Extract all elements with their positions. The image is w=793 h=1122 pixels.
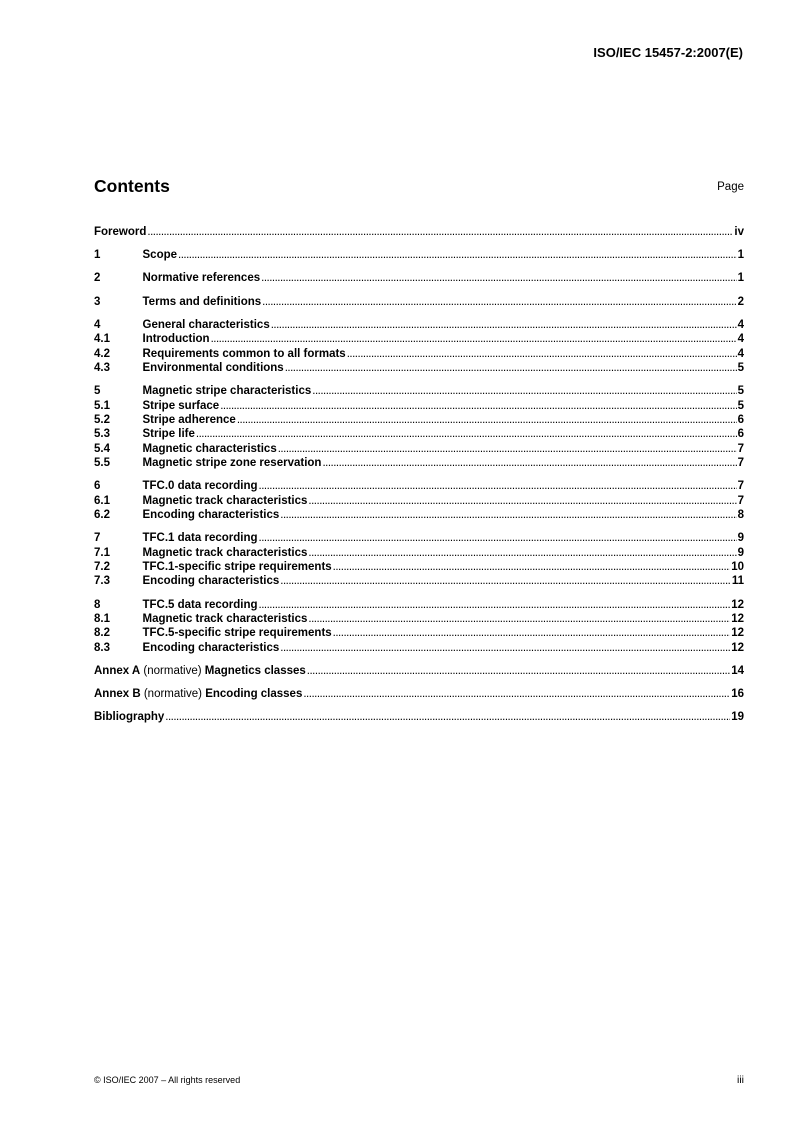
toc-entry-page: 9 [737, 546, 744, 559]
annex-status: (normative) [140, 688, 206, 701]
toc-entry-title [143, 508, 280, 522]
toc-entry-page: iv [734, 226, 744, 238]
toc-entry-page: 7 [737, 494, 744, 507]
toc-entry-page: 6 [737, 413, 744, 426]
toc-entry[interactable] [94, 494, 744, 508]
toc-entry[interactable] [94, 598, 744, 612]
toc-entry-number: 8 [94, 598, 101, 611]
toc-entry-title [94, 664, 306, 678]
toc-entry[interactable] [94, 641, 744, 655]
toc-entry-title [143, 248, 178, 262]
toc-entry-title [143, 479, 258, 493]
dot-leader [280, 641, 730, 655]
toc-entry-page: 2 [737, 295, 744, 308]
toc-entry-title [143, 546, 308, 560]
toc-entry-title-text: Requirements common to all formats [142, 347, 346, 360]
toc-entry-title-text: Magnetic characteristics [142, 442, 277, 455]
toc-entry-page: 4 [737, 347, 744, 360]
dot-leader [259, 479, 737, 493]
toc-entry-page: 12 [731, 612, 744, 625]
toc-entry-title [143, 442, 277, 456]
toc-entry-number: 5.2 [94, 413, 110, 426]
toc-entry-title [94, 710, 164, 724]
dot-leader [220, 399, 736, 413]
annex-title: Magnetics classes [204, 664, 306, 677]
toc-entry-title-text: Encoding characteristics [142, 575, 280, 588]
toc-entry[interactable] [94, 508, 744, 522]
dot-leader [308, 612, 730, 626]
toc-entry[interactable] [94, 479, 744, 493]
dot-leader [237, 413, 737, 427]
dot-leader [262, 295, 736, 309]
toc-entry-title-text: TFC.5-specific stripe requirements [142, 627, 332, 640]
toc-entry-number: 5.1 [94, 399, 110, 412]
toc-entry[interactable] [94, 456, 744, 470]
footer-copyright: © ISO/IEC 2007 – All rights reserved [94, 1075, 241, 1085]
toc-entry-title-text: Magnetic track characteristics [142, 494, 308, 507]
toc-entry-number: 1 [94, 249, 101, 262]
bibliography-title: Bibliography [94, 711, 165, 724]
toc-entry-number: 7.3 [94, 575, 110, 588]
toc-entry[interactable] [94, 347, 744, 361]
toc-entry[interactable] [94, 531, 744, 545]
toc-entry-number: 3 [94, 295, 101, 308]
dot-leader [261, 271, 736, 285]
footer-page-number: iii [737, 1074, 744, 1086]
toc-entry-page: 10 [731, 561, 744, 573]
toc-entry[interactable] [94, 399, 744, 413]
contents-title: Contents [94, 176, 170, 196]
dot-leader [333, 560, 731, 574]
dot-leader [285, 361, 737, 375]
toc-entry-page: 5 [737, 399, 744, 412]
toc-entry-page: 6 [737, 428, 744, 441]
document-id: ISO/IEC 15457-2:2007(E) [593, 45, 743, 60]
dot-leader [259, 531, 737, 545]
annex-status: (normative) [140, 664, 205, 677]
dot-leader [259, 598, 731, 612]
dot-leader [303, 687, 730, 701]
toc-entry-number: 4.2 [94, 347, 110, 360]
toc-entry-title-text: Introduction [142, 333, 210, 346]
toc-entry[interactable] [94, 442, 744, 456]
dot-leader [280, 508, 736, 522]
toc-entry-title [143, 413, 236, 427]
annex-title: Encoding classes [205, 688, 303, 701]
toc-entry-number: 4.1 [94, 333, 110, 346]
toc-entry[interactable] [94, 546, 744, 560]
toc-entry-title-text: Foreword [94, 226, 147, 238]
toc-entry-page: 5 [737, 385, 744, 398]
toc-entry-title [94, 225, 146, 239]
toc-entry[interactable] [94, 248, 744, 262]
toc-annex-entry[interactable] [94, 664, 744, 678]
toc-entry-page: 12 [731, 627, 744, 640]
toc-entry-title [143, 531, 258, 545]
toc-entry-title-text: TFC.0 data recording [142, 480, 258, 493]
toc-entry-page: 7 [737, 457, 744, 470]
dot-leader [271, 318, 737, 332]
dot-leader [308, 494, 736, 508]
toc-bibliography-entry[interactable] [94, 710, 744, 724]
toc-entry-title-text: TFC.1 data recording [142, 532, 258, 545]
toc-entry-title [143, 347, 346, 361]
toc-entry-page: 1 [737, 272, 744, 285]
toc-entry-title-text: Normative references [142, 272, 261, 285]
toc-entry-title [143, 494, 308, 508]
toc-entry[interactable] [94, 427, 744, 441]
toc-entry[interactable] [94, 361, 744, 375]
toc-entry-number: 5.3 [94, 428, 110, 441]
toc-entry-number: 5.4 [94, 442, 110, 455]
toc-entry-title [143, 399, 220, 413]
toc-entry-title-text: Stripe adherence [142, 413, 236, 426]
dot-leader [278, 442, 737, 456]
toc-entry-title [143, 456, 322, 470]
toc-entry-title-text: Magnetic track characteristics [142, 546, 308, 559]
toc-annex-entry[interactable] [94, 687, 744, 701]
toc-entry-title [143, 612, 308, 626]
toc-entry-number: 2 [94, 272, 101, 285]
dot-leader [333, 626, 731, 640]
toc-entry-title-text: Magnetic stripe characteristics [142, 385, 312, 398]
dot-leader [196, 427, 737, 441]
dot-leader [322, 456, 736, 470]
toc-entry-title-text: General characteristics [142, 318, 270, 331]
dot-leader [308, 546, 736, 560]
toc-entry-number: 7 [94, 532, 101, 545]
toc-entry-title [143, 598, 258, 612]
toc-entry-title-text: Stripe surface [142, 399, 220, 412]
toc-entry[interactable] [94, 560, 744, 574]
toc-entry-page: 19 [731, 711, 744, 724]
toc-entry-title [143, 560, 332, 574]
toc-entry[interactable] [94, 225, 744, 239]
toc-entry-page: 12 [731, 641, 744, 654]
dot-leader [178, 248, 737, 262]
toc-entry-title [143, 361, 284, 375]
page-column-label: Page [717, 181, 744, 193]
toc-entry-title-text: TFC.1-specific stripe requirements [142, 561, 332, 573]
toc-entry-page: 16 [731, 688, 744, 701]
toc-entry-title [143, 641, 280, 655]
contents-header [94, 176, 744, 198]
toc-entry-page: 14 [731, 664, 744, 677]
toc-entry-page: 5 [737, 361, 744, 374]
toc-entry-number: 8.1 [94, 612, 110, 625]
toc-entry-title-text: Encoding characteristics [142, 509, 280, 522]
toc-entry-title [143, 271, 261, 285]
toc-entry[interactable] [94, 318, 744, 332]
toc-entry[interactable] [94, 612, 744, 626]
toc-entry-page: 4 [737, 333, 744, 346]
toc-entry-title-text: Scope [142, 249, 178, 262]
toc-entry-page: 8 [737, 509, 744, 522]
toc-entry-title-text: Terms and definitions [142, 295, 262, 308]
toc-entry-title [143, 295, 262, 309]
toc-entry-title [94, 687, 302, 701]
toc-entry-number: 7.2 [94, 561, 110, 573]
dot-leader [280, 574, 731, 588]
toc-entry[interactable] [94, 413, 744, 427]
toc-entry-title [143, 574, 280, 588]
dot-leader [165, 710, 730, 724]
toc-entry-number: 6.1 [94, 494, 110, 507]
toc-entry-page: 1 [737, 249, 744, 262]
toc-entry-title [143, 384, 312, 398]
toc-entry-number: 5 [94, 385, 101, 398]
toc-entry-title [143, 626, 332, 640]
annex-label: Annex A [94, 664, 141, 677]
toc-entry-page: 4 [737, 318, 744, 331]
toc-entry-page: 12 [731, 598, 744, 611]
toc-entry-title-text: Encoding characteristics [142, 641, 280, 654]
toc-entry-title-text: Environmental conditions [142, 361, 284, 374]
toc-entry[interactable] [94, 384, 744, 398]
toc-entry-number: 8.2 [94, 627, 110, 640]
dot-leader [211, 332, 737, 346]
toc-entry-title [143, 332, 210, 346]
toc-entry-title-text: TFC.5 data recording [142, 598, 258, 611]
toc-entry[interactable] [94, 574, 744, 588]
toc-entry-title-text: Magnetic track characteristics [142, 612, 308, 625]
toc-entry-number: 4 [94, 318, 101, 331]
toc-entry-number: 6 [94, 480, 101, 493]
toc-entry-title [143, 318, 270, 332]
toc-entry-number: 4.3 [94, 361, 110, 374]
toc-entry[interactable] [94, 295, 744, 309]
toc-entry-number: 5.5 [94, 457, 110, 470]
toc-entry-page: 7 [737, 442, 744, 455]
toc-entry-title-text: Stripe life [142, 428, 195, 441]
dot-leader [312, 384, 736, 398]
toc-entry[interactable] [94, 332, 744, 346]
toc-entry[interactable] [94, 626, 744, 640]
toc-entry-title [143, 427, 195, 441]
toc-entry-number: 6.2 [94, 509, 110, 522]
dot-leader [147, 225, 733, 239]
dot-leader [307, 664, 730, 678]
toc-entry[interactable] [94, 271, 744, 285]
toc-entry-number: 7.1 [94, 546, 110, 559]
annex-label: Annex B [94, 688, 141, 701]
dot-leader [347, 347, 737, 361]
toc-entry-number: 8.3 [94, 641, 110, 654]
table-of-contents [94, 225, 744, 725]
toc-entry-page: 11 [731, 575, 744, 588]
toc-entry-title-text: Magnetic stripe zone reservation [142, 457, 322, 470]
toc-entry-page: 7 [737, 480, 744, 493]
toc-entry-page: 9 [737, 532, 744, 545]
